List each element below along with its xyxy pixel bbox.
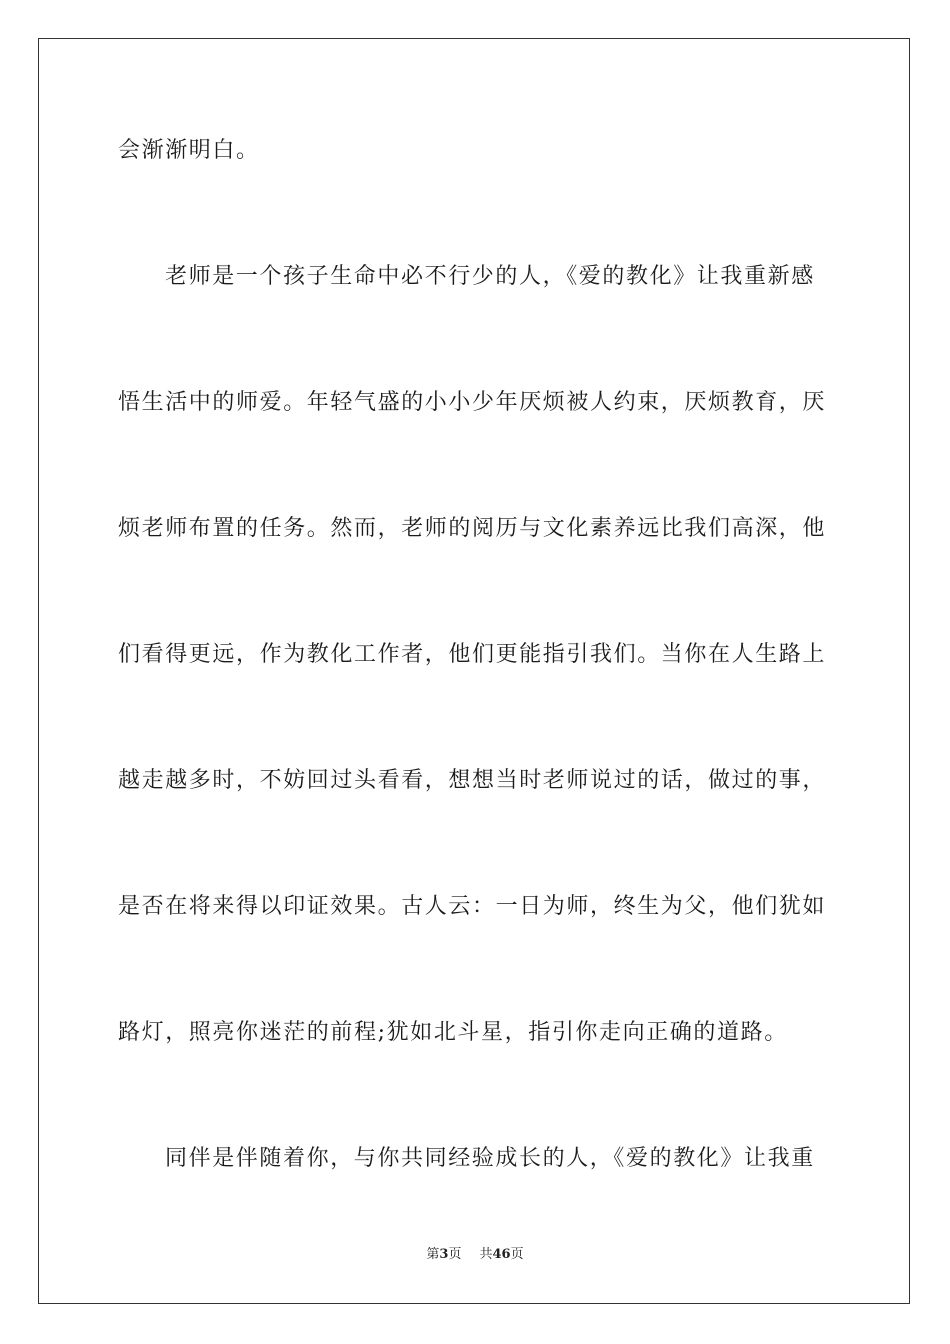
text-line-5: 们看得更远，作为教化工作者，他们更能指引我们。当你在人生路上 [118,642,827,667]
footer-total-number: 46 [492,1247,511,1262]
text-line-3: 悟生活中的师爱。年轻气盛的小小少年厌烦被人约束，厌烦教育，厌 [118,390,827,415]
text-line-1: 会渐渐明白。 [118,138,260,163]
text-line-8: 路灯，照亮你迷茫的前程;犹如北斗星，指引你走向正确的道路。 [118,1020,788,1045]
paragraph-start-companion: 同伴是伴随着你，与你共同经验成长的人，《爱的教化》让我重 [165,1146,815,1171]
text-line-6: 越走越多时，不妨回过头看看，想想当时老师说过的话，做过的事， [118,768,827,793]
footer-total-suffix: 页 [510,1247,524,1262]
footer-page-prefix: 第 [426,1247,440,1262]
footer-page-suffix: 页 [448,1247,462,1262]
footer-page-number: 3 [439,1247,449,1262]
footer-total-prefix: 共 [479,1247,493,1262]
page-border [38,38,910,1304]
page-footer [0,1246,950,1264]
paragraph-start-teacher: 老师是一个孩子生命中必不行少的人，《爱的教化》让我重新感 [165,264,815,289]
text-line-7: 是否在将来得以印证效果。古人云：一日为师，终生为父，他们犹如 [118,894,827,919]
text-line-4: 烦老师布置的任务。然而，老师的阅历与文化素养远比我们高深，他 [118,516,827,541]
